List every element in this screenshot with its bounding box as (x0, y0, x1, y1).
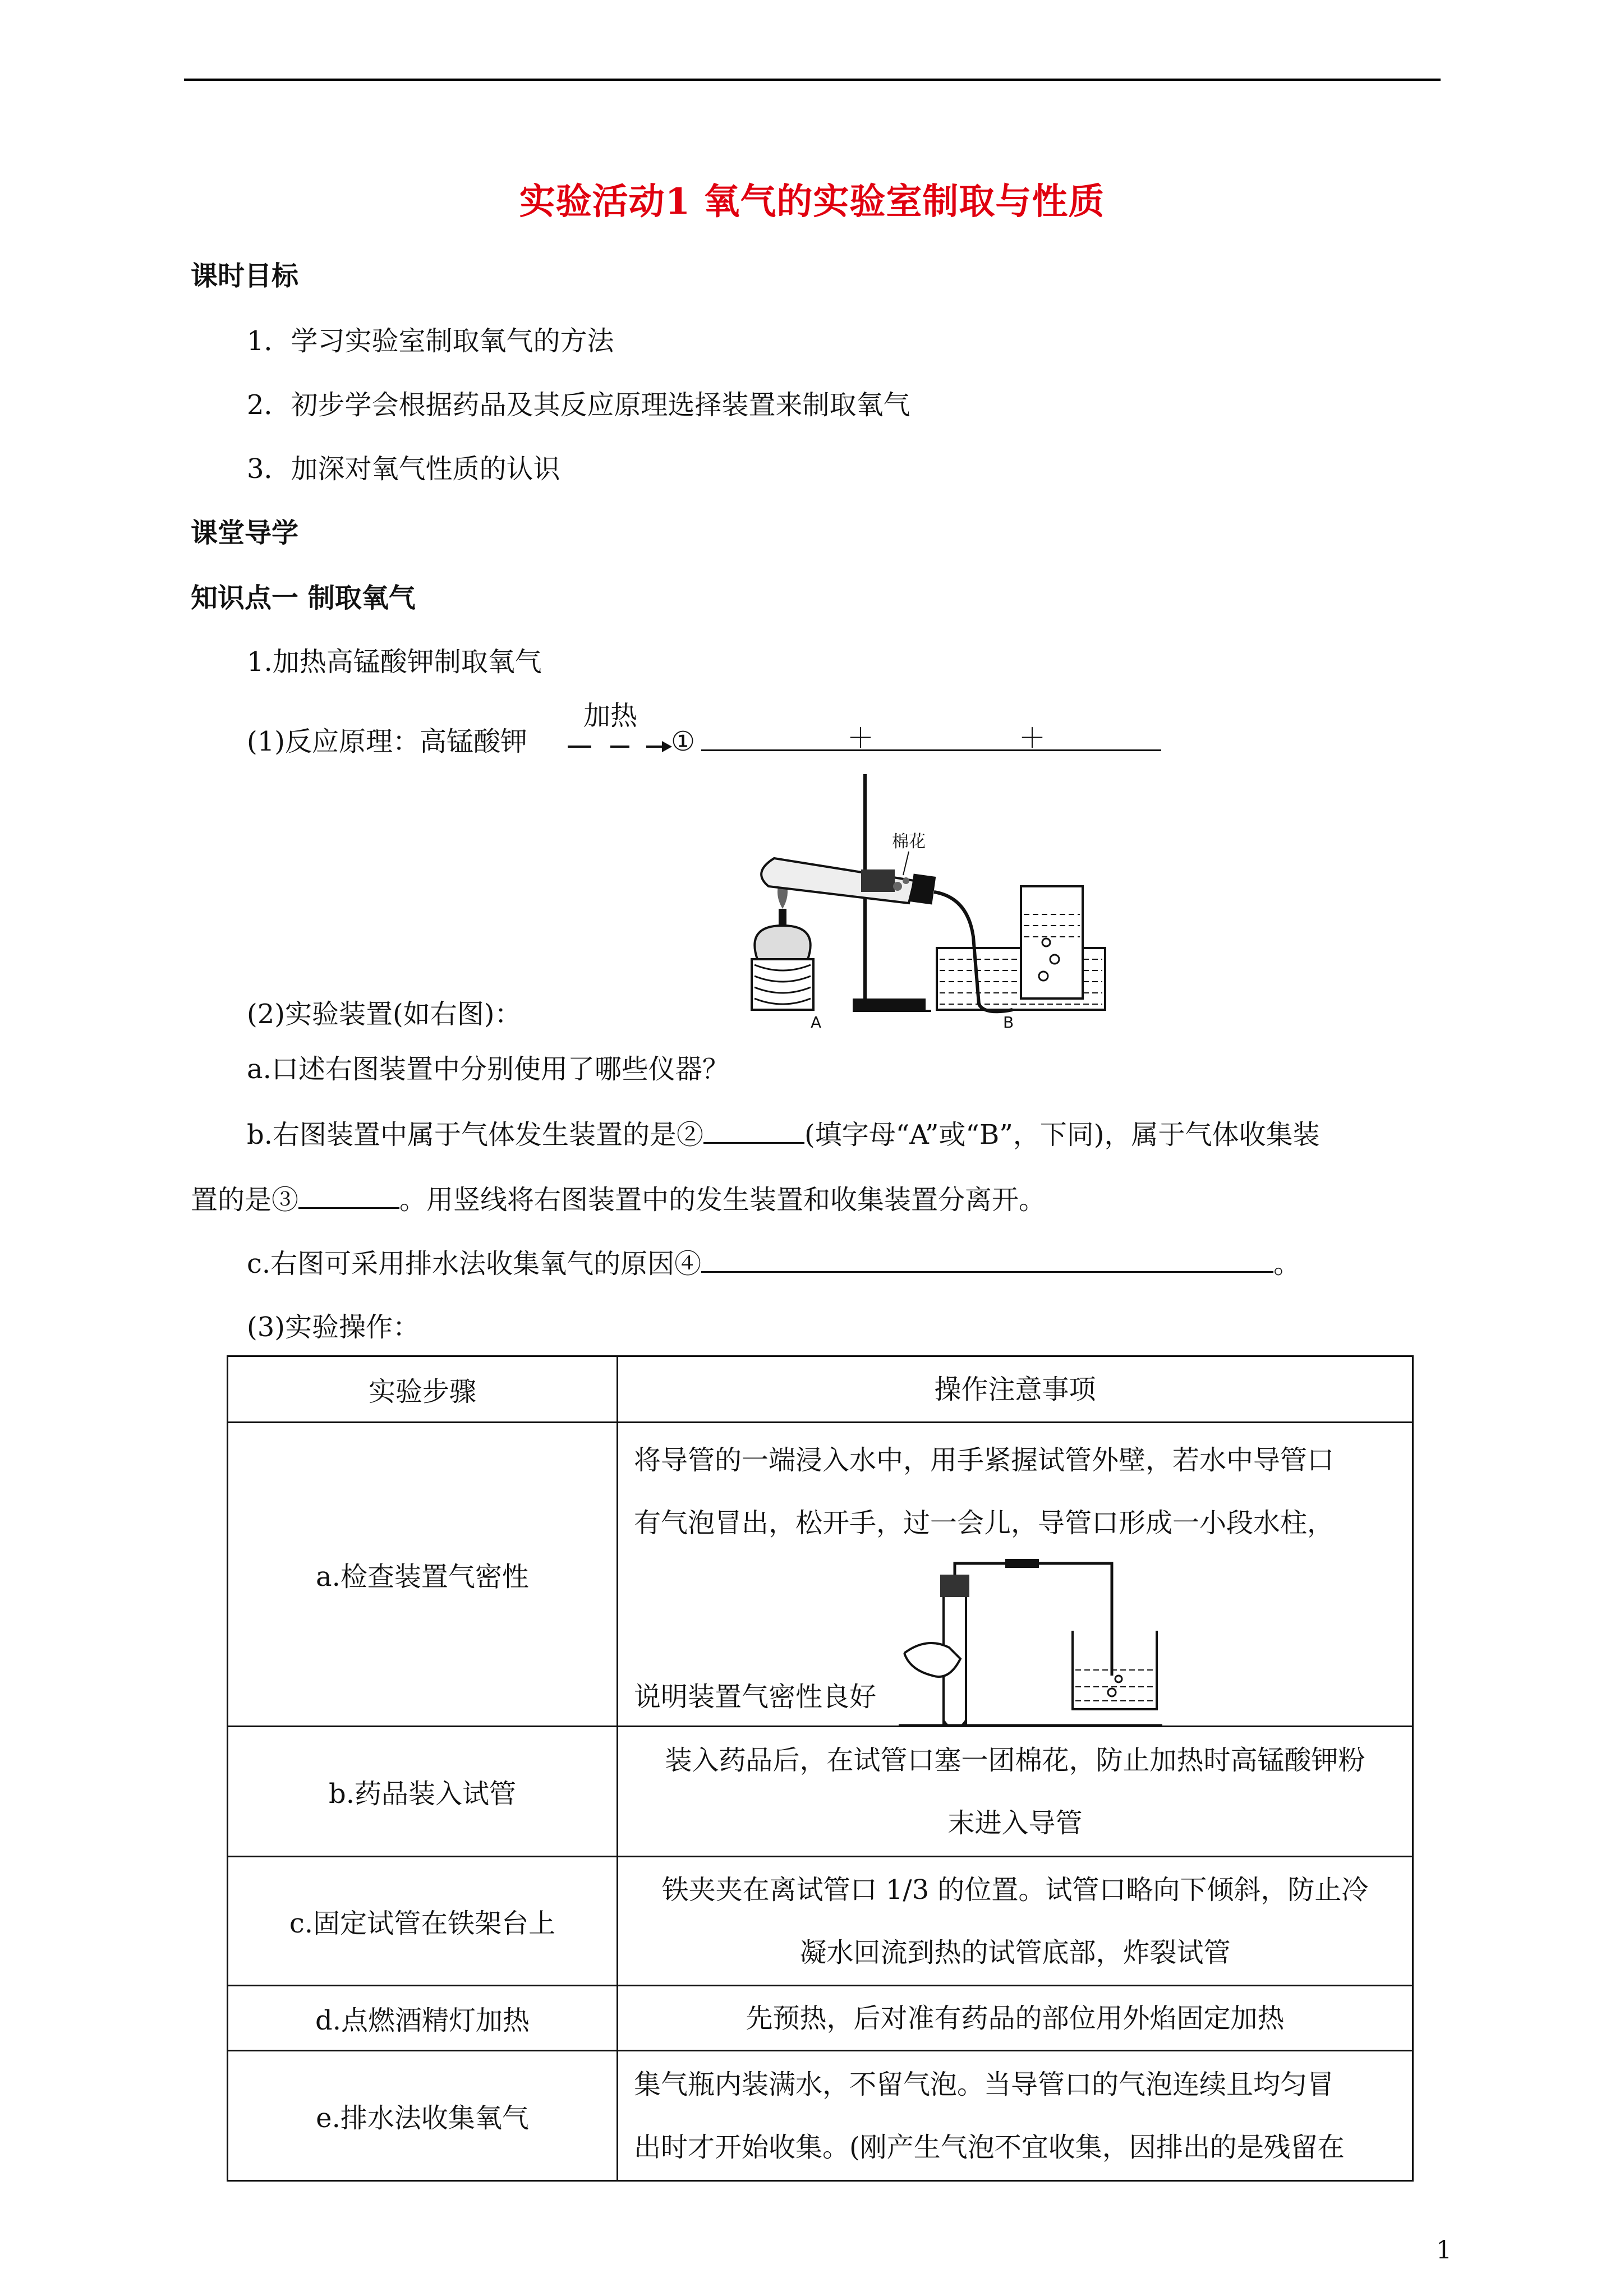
table-row (228, 1857, 1413, 1986)
reaction-arrow (567, 738, 673, 755)
operations-table (227, 1355, 1414, 2182)
note-line: 凝水回流到热的试管底部，炸裂试管 (799, 1936, 1231, 1968)
goal-item-2: 2．初步学会根据药品及其反应原理选择装置来制取氧气 (247, 389, 910, 421)
reaction-blank-1-marker: ① (671, 726, 696, 757)
header-rule (184, 79, 1441, 81)
header-step: 实验步骤 (228, 1356, 618, 1423)
cotton-label: 棉花 (892, 832, 926, 852)
note-line: 有气泡冒出，松开手，过一会儿，导管口形成一小段水柱， (634, 1507, 1335, 1539)
question-b-line-2 (191, 1182, 1046, 1217)
item-1-heading: 1.加热高锰酸钾制取氧气 (247, 646, 542, 678)
step-cell: b.药品装入试管 (228, 1727, 618, 1857)
table-header-row (228, 1356, 1413, 1423)
note-cell (618, 1727, 1413, 1857)
step-cell: d.点燃酒精灯加热 (228, 1986, 618, 2051)
question-c-line (247, 1246, 1300, 1281)
question-b2-end: 。用竖线将右图装置中的发生装置和收集装置分离开。 (399, 1184, 1046, 1216)
knowledge-heading: 知识点一 制取氧气 (191, 582, 416, 614)
reaction-condition: 加热 (583, 700, 638, 731)
table-row (228, 1727, 1413, 1857)
note-cell (618, 1423, 1413, 1727)
note-line: 集气瓶内装满水，不留气泡。当导管口的气泡连续且均匀冒 (634, 2068, 1335, 2100)
answer-blank-3[interactable] (298, 1182, 399, 1209)
apparatus-label: (2)实验装置(如右图)： (247, 999, 522, 1030)
table-row (228, 1986, 1413, 2051)
note-line: 末进入导管 (947, 1807, 1083, 1839)
page-number: 1 (1436, 2236, 1452, 2265)
answer-blank-2[interactable] (703, 1117, 804, 1144)
note-line: 说明装置气密性良好 (634, 1681, 877, 1713)
question-b-end: (填字母“A”或“B”，下同)，属于气体收集装 (804, 1119, 1320, 1151)
question-c-start: c.右图可采用排水法收集氧气的原因④ (247, 1248, 702, 1280)
note-line: 将导管的一端浸入水中，用手紧握试管外壁，若水中导管口 (634, 1444, 1335, 1476)
goal-item-3: 3．加深对氧气性质的认识 (247, 453, 560, 485)
operation-label: (3)实验操作： (247, 1312, 420, 1343)
plus-sign-1: ＋ (847, 723, 875, 754)
goals-heading: 课时目标 (191, 260, 299, 292)
table-row (228, 2051, 1413, 2181)
note-cell (618, 1857, 1413, 1986)
step-cell: e.排水法收集氧气 (228, 2051, 618, 2181)
apparatus-figure (740, 774, 1133, 1032)
goal-item-1: 1．学习实验室制取氧气的方法 (247, 325, 614, 357)
question-b-line-1 (247, 1117, 1320, 1152)
reaction-blank-1[interactable] (701, 749, 1161, 751)
note-line: 装入药品后，在试管口塞一团棉花，防止加热时高锰酸钾粉 (665, 1744, 1365, 1776)
reaction-label: (1)反应原理：高锰酸钾 (247, 726, 527, 757)
airtightness-figure (899, 1558, 1190, 1726)
question-b2-start: 置的是③ (191, 1184, 299, 1216)
header-notes: 操作注意事项 (618, 1356, 1413, 1423)
figure-label-a: A (811, 1013, 822, 1032)
question-a: a.口述右图装置中分别使用了哪些仪器？ (247, 1053, 729, 1085)
table-row (228, 1423, 1413, 1727)
note-cell (618, 1986, 1413, 2051)
step-cell: c.固定试管在铁架台上 (228, 1857, 618, 1986)
question-c-end: 。 (1273, 1248, 1301, 1280)
guide-heading: 课堂导学 (191, 517, 299, 549)
note-cell (618, 2051, 1413, 2181)
step-cell: a.检查装置气密性 (228, 1423, 618, 1727)
note-line: 先预热，后对准有药品的部位用外焰固定加热 (746, 2002, 1285, 2034)
answer-blank-4[interactable] (701, 1246, 1273, 1273)
plus-sign-2: ＋ (1019, 723, 1046, 754)
note-line: 出时才开始收集。(刚产生气泡不宜收集，因排出的是残留在 (634, 2131, 1345, 2163)
question-b-start: b.右图装置中属于气体发生装置的是② (247, 1119, 703, 1151)
page-title: 实验活动1 氧气的实验室制取与性质 (519, 181, 1105, 223)
note-line: 铁夹夹在离试管口 1/3 的位置。试管口略向下倾斜，防止冷 (661, 1874, 1369, 1906)
figure-label-b: B (1003, 1013, 1014, 1032)
